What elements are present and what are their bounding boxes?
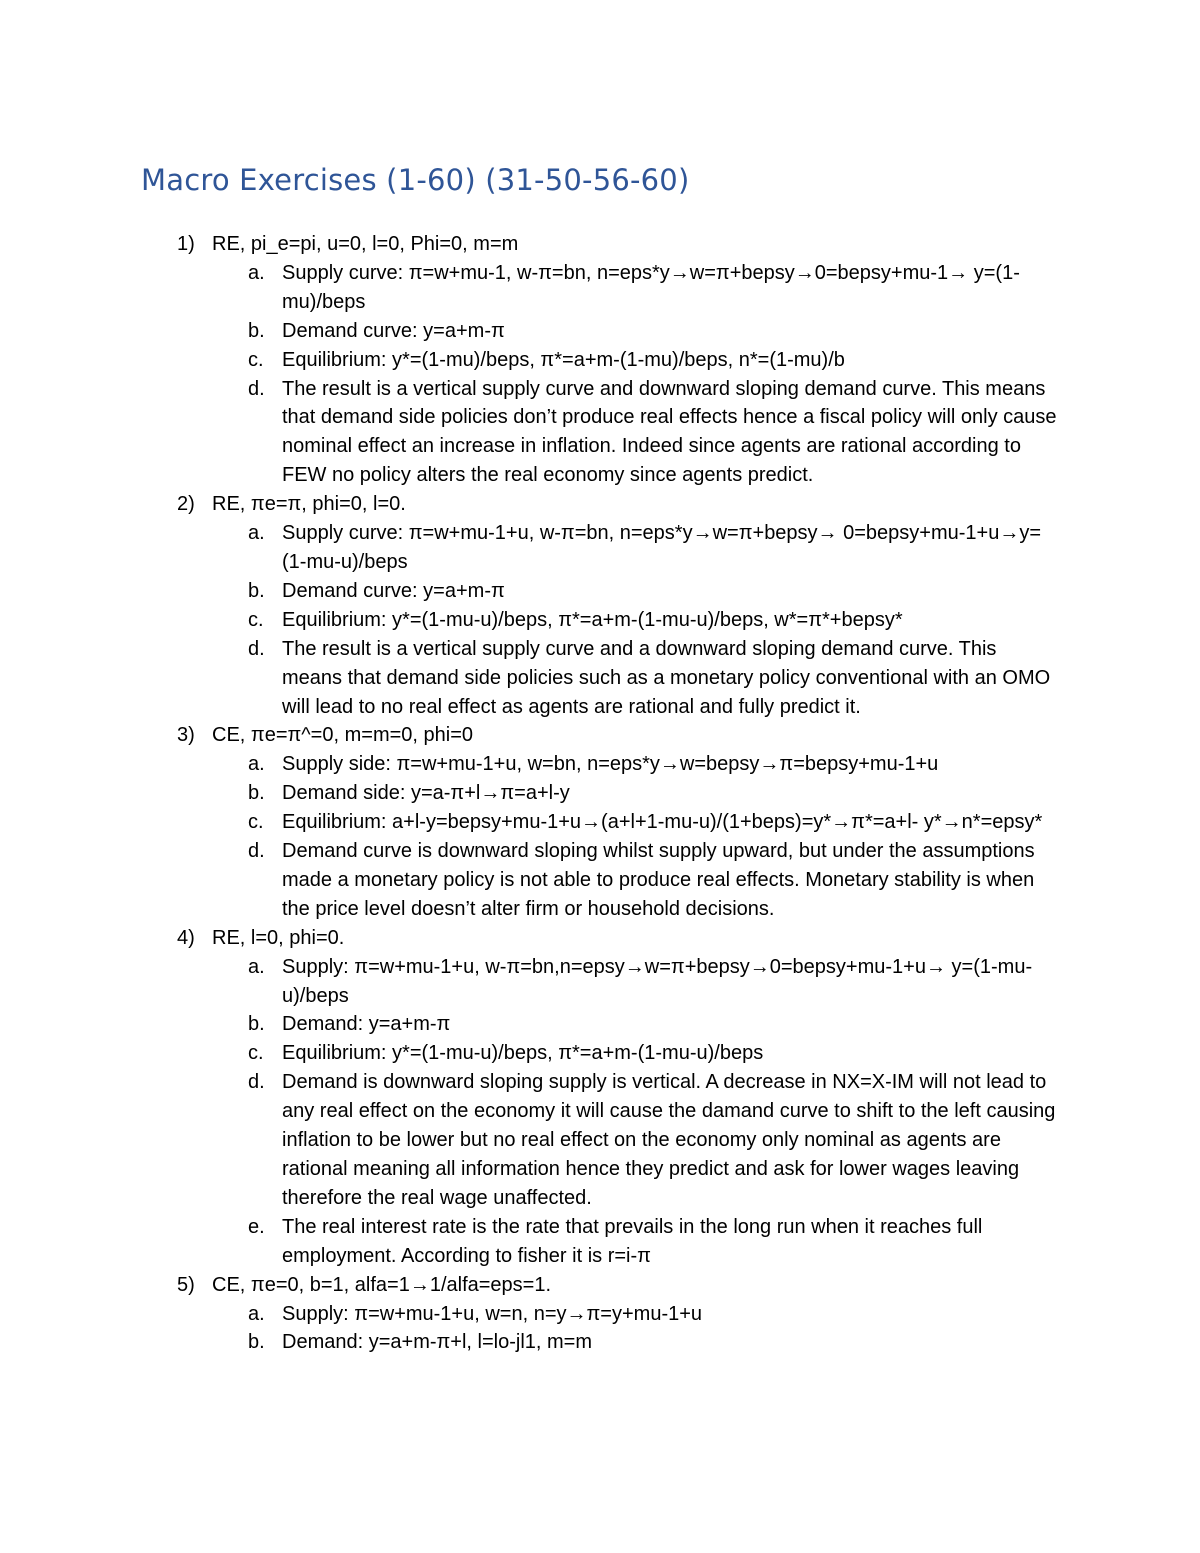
exercise-item-2 [0, 490, 1200, 721]
subitem-letter: d. [248, 637, 265, 660]
subitem [0, 606, 1057, 635]
exercise-list [0, 230, 1200, 1357]
subitem-text: Demand: y=a+m-π+l, l=lo-jl1, m=m [282, 1331, 593, 1354]
exercise-heading [0, 490, 1200, 519]
subitem-letter: b. [248, 579, 265, 602]
exercise-number: 3) [177, 724, 195, 747]
subitem-letter: d. [248, 377, 265, 400]
subitem-letter: a. [248, 522, 265, 545]
exercise-heading [0, 230, 1200, 259]
subitem [0, 1213, 1057, 1271]
subitem [0, 346, 1057, 375]
subitem [0, 750, 1057, 779]
subitem [0, 1300, 1057, 1329]
subitem [0, 317, 1057, 346]
subitem-text: Demand curve: y=a+m-π [282, 579, 505, 602]
subitem-letter: e. [248, 1215, 265, 1238]
subitem-text: Supply side: π=w+mu-1+u, w=bn, n=eps*y→w=bepsy→π=bepsy+mu-1+u [282, 753, 939, 776]
exercise-heading [0, 721, 1200, 750]
subitem [0, 808, 1057, 837]
document-title: Macro Exercises (1-60) (31-50-56-60) [141, 163, 690, 197]
subitem [0, 837, 1057, 924]
exercise-number: 4) [177, 926, 195, 949]
exercise-number: 1) [177, 233, 195, 255]
exercise-heading-text: RE, pi_e=pi, u=0, l=0, Phi=0, m=m [212, 233, 519, 255]
subitem-text: Demand curve: y=a+m-π [282, 319, 505, 342]
subitem [0, 1039, 1057, 1068]
subitem-text: The result is a vertical supply curve and a downward sloping demand curve. This means that demand side policies such as a monetary policy conventional with an OMO will lead to no real effect as agents are rational and fully predict it. [282, 637, 1051, 718]
subitem-text: The real interest rate is the rate that prevails in the long run when it reaches full employment. According to fisher it is r=i-π [282, 1215, 983, 1267]
subitem-text: Supply curve: π=w+mu-1, w-π=bn, n=eps*y→w=π+bepsy→0=bepsy+mu-1→ y=(1-mu)/beps [282, 261, 1020, 313]
subitem-text: Demand is downward sloping supply is vertical. A decrease in NX=X-IM will not lead to any real effect on the economy it will cause the damand curve to shift to the left causing inflation to be lower but no real effect on the economy only nominal as agents are rational meaning all information hence they predict and ask for lower wages leaving therefore the real wage unaffected. [282, 1071, 1056, 1209]
subitem-letter: b. [248, 319, 265, 342]
subitem-letter: c. [248, 1042, 264, 1065]
subitem-letter: a. [248, 955, 265, 978]
exercise-heading-text: RE, πe=π, phi=0, l=0. [212, 493, 406, 516]
exercise-heading [0, 1271, 1200, 1300]
exercise-number: 2) [177, 493, 195, 516]
exercise-heading [0, 924, 1200, 953]
exercise-item-4 [0, 924, 1200, 1271]
exercise-number: 5) [177, 1273, 195, 1296]
subitem-text: Equilibrium: a+l-y=bepsy+mu-1+u→(a+l+1-mu-u)/(1+beps)=y*→π*=a+l- y*→n*=epsy* [282, 811, 1043, 834]
subitem [0, 953, 1057, 1011]
subitem [0, 577, 1057, 606]
subitem-letter: b. [248, 1331, 265, 1354]
subitem [0, 1010, 1057, 1039]
subitem [0, 635, 1057, 722]
subitem-letter: a. [248, 261, 265, 284]
exercise-item-3 [0, 721, 1200, 923]
subitem-text: Demand: y=a+m-π [282, 1013, 451, 1036]
subitem-letter: c. [248, 348, 264, 371]
subitem-text: Supply curve: π=w+mu-1+u, w-π=bn, n=eps*y→w=π+bepsy→ 0=bepsy+mu-1+u→y=(1-mu-u)/beps [282, 522, 1042, 573]
subitem [0, 1328, 1057, 1357]
exercise-item-5 [0, 1271, 1200, 1358]
subitem-text: Demand curve is downward sloping whilst supply upward, but under the assumptions made a monetary policy is not able to produce real effects. Monetary stability is when the price level doesn’t alter firm or household decisions. [282, 840, 1035, 920]
subitem-text: Demand side: y=a-π+l→π=a+l-y [282, 782, 570, 805]
subitem-text: Supply: π=w+mu-1+u, w-π=bn,n=epsy→w=π+bepsy→0=bepsy+mu-1+u→ y=(1-mu-u)/beps [282, 955, 1033, 1007]
exercise-item-1 [0, 230, 1200, 490]
subitem-text: The result is a vertical supply curve and downward sloping demand curve. This means that demand side policies don’t produce real effects hence a fiscal policy will only cause nominal effect an increase in inflation. Indeed since agents are rational according to FEW no policy alters the real economy since agents predict. [282, 377, 1057, 487]
subitem-letter: d. [248, 840, 265, 863]
subitem-letter: a. [248, 1302, 265, 1325]
subitem-text: Supply: π=w+mu-1+u, w=n, n=y→π=y+mu-1+u [282, 1302, 703, 1325]
subitem [0, 375, 1057, 491]
subitem [0, 1068, 1057, 1213]
subitem-text: Equilibrium: y*=(1-mu-u)/beps, π*=a+m-(1-mu-u)/beps [282, 1042, 764, 1065]
exercise-heading-text: CE, πe=π^=0, m=m=0, phi=0 [212, 724, 474, 747]
subitem-letter: d. [248, 1071, 265, 1094]
subitem [0, 259, 1057, 317]
subitem [0, 779, 1057, 808]
subitem-letter: c. [248, 811, 264, 834]
subitem-letter: b. [248, 1013, 265, 1036]
subitem-text: Equilibrium: y*=(1-mu)/beps, π*=a+m-(1-mu)/beps, n*=(1-mu)/b [282, 348, 845, 371]
subitem-text: Equilibrium: y*=(1-mu-u)/beps, π*=a+m-(1-mu-u)/beps, w*=π*+bepsy* [282, 608, 903, 631]
subitem-letter: a. [248, 753, 265, 776]
subitem [0, 519, 1057, 577]
exercise-heading-text: CE, πe=0, b=1, alfa=1→1/alfa=eps=1. [212, 1273, 552, 1296]
subitem-letter: c. [248, 608, 264, 631]
exercise-heading-text: RE, l=0, phi=0. [212, 926, 345, 949]
subitem-letter: b. [248, 782, 265, 805]
